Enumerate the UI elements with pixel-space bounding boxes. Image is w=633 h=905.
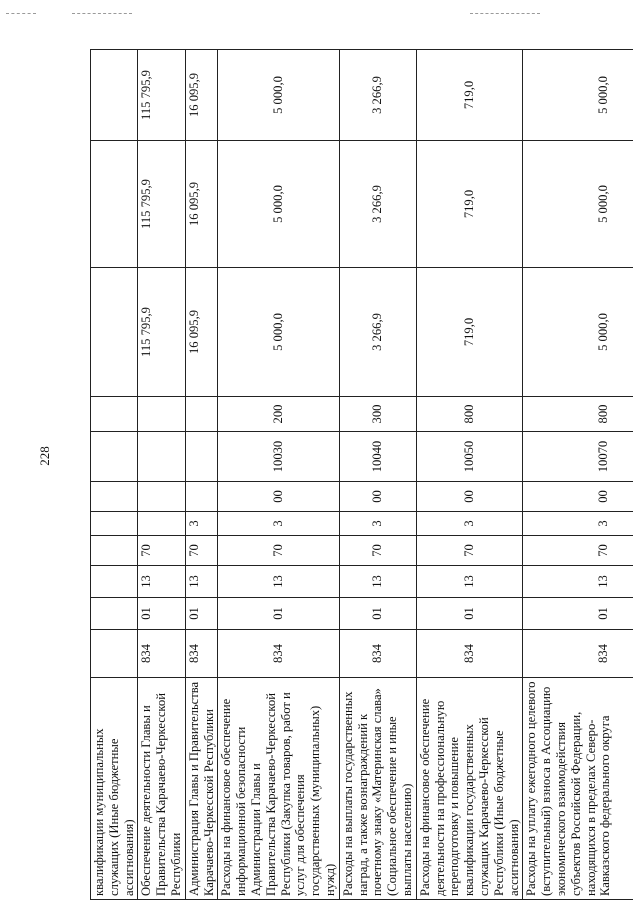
group-cell: 00 xyxy=(218,482,339,512)
program-cell: 70 xyxy=(523,536,633,566)
rotated-table-container xyxy=(90,50,616,900)
direction-cell xyxy=(185,432,218,482)
scan-edge-mark xyxy=(6,13,36,15)
table-row xyxy=(339,50,416,900)
expense-type-cell: 800 xyxy=(416,397,523,432)
sum-cell: 719,0 xyxy=(416,50,523,141)
group-cell xyxy=(185,482,218,512)
description-cell: Расходы на финансовое обеспечение информационной безопасности Администрации Главы и Правительства Карачаево-Черкесской Республики (Закупка товаров, работ и услуг для обеспечения государственных (муниципальных) нужд) xyxy=(218,678,339,900)
expense-type-cell: 800 xyxy=(523,397,633,432)
subprogram-cell: 3 xyxy=(339,512,416,536)
subsection-cell: 13 xyxy=(138,566,185,598)
sum-cell: 16 095,9 xyxy=(185,141,218,268)
group-cell xyxy=(138,482,185,512)
sum-cell: 719,0 xyxy=(416,141,523,268)
sum-cell: 5 000,0 xyxy=(523,268,633,397)
sum-cell: 3 266,9 xyxy=(339,141,416,268)
subsection-cell: 13 xyxy=(339,566,416,598)
sum-cell: 5 000,0 xyxy=(523,50,633,141)
program-cell: 70 xyxy=(416,536,523,566)
subprogram-cell: 3 xyxy=(218,512,339,536)
subprogram-cell xyxy=(138,512,185,536)
ministry-cell: 834 xyxy=(185,630,218,678)
program-cell: 70 xyxy=(218,536,339,566)
subsection-cell: 13 xyxy=(185,566,218,598)
subsection-cell: 13 xyxy=(416,566,523,598)
budget-table xyxy=(90,49,633,900)
section-cell: 01 xyxy=(218,598,339,630)
sum-cell: 115 795,9 xyxy=(138,50,185,141)
group-cell: 00 xyxy=(523,482,633,512)
description-cell: квалификации муниципальных служащих (Иные бюджетные ассигнования) xyxy=(91,678,138,900)
sum-cell: 5 000,0 xyxy=(523,141,633,268)
subprogram-cell: 3 xyxy=(416,512,523,536)
subprogram-cell: 3 xyxy=(185,512,218,536)
table-row xyxy=(218,50,339,900)
expense-type-cell: 300 xyxy=(339,397,416,432)
group-cell: 00 xyxy=(416,482,523,512)
description-cell: Расходы на выплаты государственных наград, а также вознаграждений к почетному знаку «Материнская слава» (Социальное обеспечение и иные выплаты населению) xyxy=(339,678,416,900)
sum-cell: 115 795,9 xyxy=(138,141,185,268)
sum-cell: 5 000,0 xyxy=(218,50,339,141)
sum-cell: 115 795,9 xyxy=(138,268,185,397)
ministry-cell: 834 xyxy=(339,630,416,678)
section-cell: 01 xyxy=(523,598,633,630)
table-row xyxy=(138,50,185,900)
subsection-cell: 13 xyxy=(218,566,339,598)
table-row xyxy=(185,50,218,900)
direction-cell: 10030 xyxy=(218,432,339,482)
program-cell: 70 xyxy=(339,536,416,566)
ministry-cell: 834 xyxy=(138,630,185,678)
sum-cell: 16 095,9 xyxy=(185,268,218,397)
direction-cell: 10050 xyxy=(416,432,523,482)
expense-type-cell xyxy=(138,397,185,432)
sum-cell: 3 266,9 xyxy=(339,50,416,141)
sum-cell: 5 000,0 xyxy=(218,268,339,397)
scan-edge-mark xyxy=(72,13,132,15)
section-cell: 01 xyxy=(416,598,523,630)
program-cell: 70 xyxy=(185,536,218,566)
subsection-cell: 13 xyxy=(523,566,633,598)
description-cell: Администрация Главы и Правительства Карачаево-Черкесской Республики xyxy=(185,678,218,900)
page-number: 228 xyxy=(37,446,52,466)
ministry-cell: 834 xyxy=(218,630,339,678)
expense-type-cell xyxy=(185,397,218,432)
expense-type-cell: 200 xyxy=(218,397,339,432)
ministry-cell: 834 xyxy=(523,630,633,678)
group-cell: 00 xyxy=(339,482,416,512)
section-cell: 01 xyxy=(138,598,185,630)
sum-cell: 16 095,9 xyxy=(185,50,218,141)
direction-cell: 10040 xyxy=(339,432,416,482)
ministry-cell: 834 xyxy=(416,630,523,678)
section-cell: 01 xyxy=(339,598,416,630)
subprogram-cell: 3 xyxy=(523,512,633,536)
scan-edge-mark xyxy=(470,13,540,15)
table-row xyxy=(523,50,633,900)
sum-cell: 5 000,0 xyxy=(218,141,339,268)
direction-cell xyxy=(138,432,185,482)
description-cell: Расходы на уплату ежегодного целевого (вступительный) взноса в Ассоциацию экономического взаимодействия субъектов Российской Федерации, находящихся в пределах Северо-Кавказского федерального округа xyxy=(523,678,633,900)
description-cell: Обеспечение деятельности Главы и Правительства Карачаево-Черкесской Республики xyxy=(138,678,185,900)
table-row xyxy=(91,50,138,900)
program-cell: 70 xyxy=(138,536,185,566)
table-row xyxy=(416,50,523,900)
description-cell: Расходы на финансовое обеспечение деятельности на профессиональную переподготовку и повышение квалификации государственных служащих Карачаево-Черкесской Республики (Иные бюджетные ассигнования) xyxy=(416,678,523,900)
sum-cell: 719,0 xyxy=(416,268,523,397)
section-cell: 01 xyxy=(185,598,218,630)
direction-cell: 10070 xyxy=(523,432,633,482)
sum-cell: 3 266,9 xyxy=(339,268,416,397)
